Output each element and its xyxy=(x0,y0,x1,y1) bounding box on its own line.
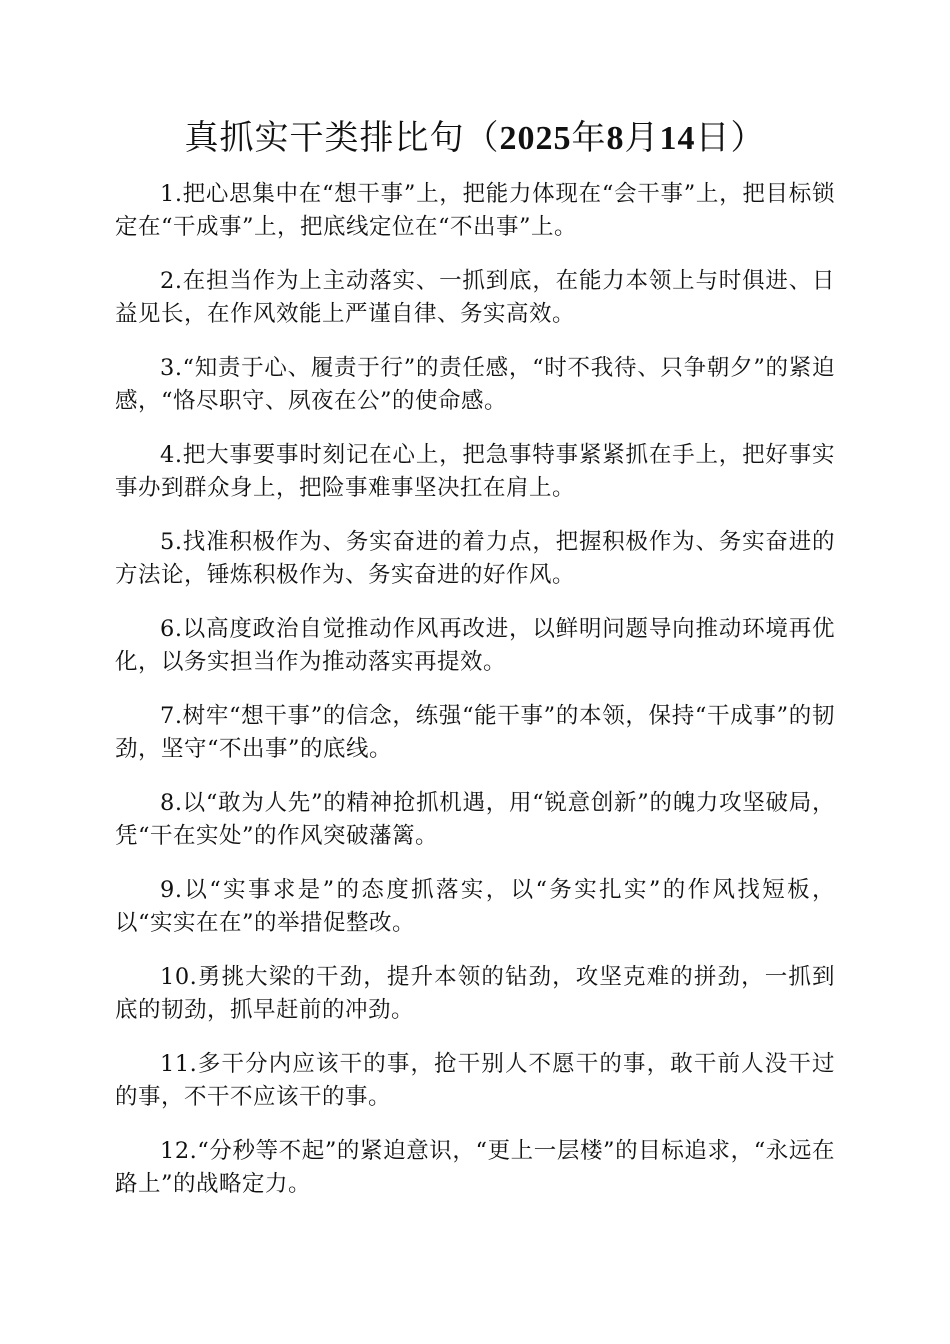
list-item: 4.把大事要事时刻记在心上，把急事特事紧紧抓在手上，把好事实事办到群众身上，把险事难事坚决扛在肩上。 xyxy=(115,442,835,501)
title-month-char: 月 xyxy=(624,118,660,158)
list-item: 6.以高度政治自觉推动作风再改进，以鲜明问题导向推动环境再优化，以务实担当作为推动落实再提效。 xyxy=(115,616,835,675)
list-item: 12.“分秒等不起”的紧迫意识，“更上一层楼”的目标追求，“永远在路上”的战略定力。 xyxy=(115,1138,835,1197)
list-item: 10.勇挑大梁的干劲，提升本领的钻劲，攻坚克难的拼劲，一抓到底的韧劲，抓早赶前的冲劲。 xyxy=(115,964,835,1023)
list-item: 7.树牢“想干事”的信念，练强“能干事”的本领，保持“干成事”的韧劲，坚守“不出事”的底线。 xyxy=(115,703,835,762)
list-item: 8.以“敢为人先”的精神抢抓机遇，用“锐意创新”的魄力攻坚破局，凭“干在实处”的作风突破藩篱。 xyxy=(115,790,835,849)
title-text: 真抓实干类排比句（ xyxy=(184,118,500,158)
list-item: 1.把心思集中在“想干事”上，把能力体现在“会干事”上，把目标锁定在“干成事”上，把底线定位在“不出事”上。 xyxy=(115,181,835,240)
title-year-char: 年 xyxy=(571,118,607,158)
list-item: 3.“知责于心、履责于行”的责任感，“时不我待、只争朝夕”的紧迫感，“恪尽职守、夙夜在公”的使命感。 xyxy=(115,355,835,414)
list-item: 2.在担当作为上主动落实、一抓到底，在能力本领上与时俱进、日益见长，在作风效能上严谨自律、务实高效。 xyxy=(115,268,835,327)
list-item: 5.找准积极作为、务实奋进的着力点，把握积极作为、务实奋进的方法论，锤炼积极作为、务实奋进的好作风。 xyxy=(115,529,835,588)
title-day-char: 日） xyxy=(695,118,766,158)
title-month: 8 xyxy=(606,120,625,157)
title-year: 2025 xyxy=(499,120,572,157)
list-item: 11.多干分内应该干的事，抢干别人不愿干的事，敢干前人没干过的事，不干不应该干的事。 xyxy=(115,1051,835,1110)
title-day: 14 xyxy=(659,120,696,157)
list-item: 9.以“实事求是”的态度抓落实，以“务实扎实”的作风找短板，以“实实在在”的举措促整改。 xyxy=(115,877,835,936)
page-title xyxy=(60,116,890,161)
document-body xyxy=(115,178,835,1222)
